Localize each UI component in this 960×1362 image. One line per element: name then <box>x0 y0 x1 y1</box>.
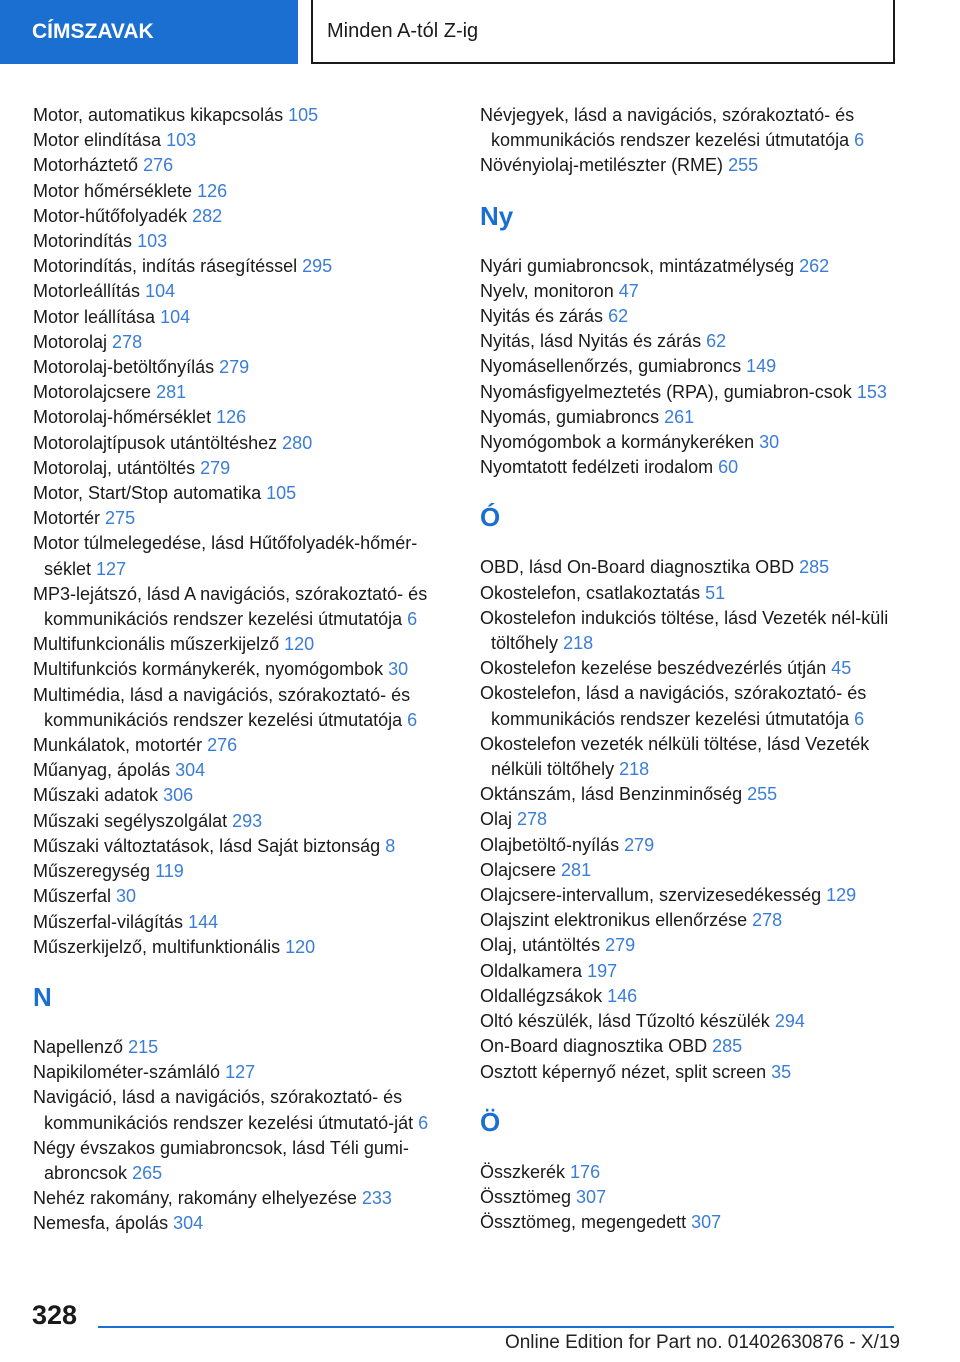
index-page-link[interactable]: 6 <box>407 709 418 730</box>
index-entry-term: Motorolaj-hőmérséklet <box>33 407 212 428</box>
index-entry <box>33 456 453 481</box>
index-page-link[interactable]: 276 <box>207 735 238 756</box>
index-entry <box>33 355 453 380</box>
index-entry <box>480 833 900 858</box>
index-column-right <box>480 103 900 1235</box>
index-entry <box>480 455 900 480</box>
page-number: 328 <box>32 1300 78 1330</box>
index-entry <box>480 959 900 984</box>
index-entry-term: Műanyag, ápolás <box>33 760 171 781</box>
index-entry-term: Nyelv, monitoron <box>480 280 614 301</box>
index-entry <box>33 305 453 330</box>
index-page-link[interactable]: 215 <box>128 1036 159 1057</box>
index-page-link[interactable]: 282 <box>192 205 223 226</box>
index-page-link[interactable]: 280 <box>282 432 313 453</box>
index-entry-term: Motor túlmelegedése, lásd Hűtőfolyadék-hőmér‐séklet <box>33 533 418 579</box>
index-page-link[interactable]: 103 <box>166 130 197 151</box>
index-page-link[interactable]: 306 <box>163 785 194 806</box>
index-page-link[interactable]: 265 <box>132 1162 163 1183</box>
index-entry-term: Nyári gumiabroncsok, mintázatmélység <box>480 255 795 276</box>
index-entry-term: On-Board diagnosztika OBD <box>480 1036 708 1057</box>
index-page-link[interactable]: 51 <box>705 582 726 603</box>
index-entry <box>33 481 453 506</box>
index-entry-term: Oldalkamera <box>480 960 583 981</box>
index-page-link[interactable]: 281 <box>156 382 187 403</box>
index-entry <box>480 1060 900 1085</box>
subsection-tab <box>311 0 895 64</box>
index-entry <box>33 531 453 581</box>
index-page-link[interactable]: 255 <box>747 784 778 805</box>
index-entry <box>33 834 453 859</box>
index-page-link[interactable]: 278 <box>752 910 783 931</box>
index-page-link[interactable]: 6 <box>407 609 418 630</box>
index-page-link[interactable]: 104 <box>145 281 176 302</box>
index-entry <box>33 431 453 456</box>
index-page-link[interactable]: 278 <box>112 331 143 352</box>
index-entry-term: Motor, Start/Stop automatika <box>33 483 262 504</box>
section-tab <box>0 0 298 64</box>
index-entry-term: Motorleállítás <box>33 281 141 302</box>
index-entry <box>33 935 453 960</box>
index-page-link[interactable]: 279 <box>219 357 250 378</box>
index-page-link[interactable]: 285 <box>712 1036 743 1057</box>
index-entry <box>33 380 453 405</box>
index-page-link[interactable]: 6 <box>854 130 865 151</box>
index-entry-term: Motorolaj-betöltőnyílás <box>33 357 215 378</box>
index-page-link[interactable]: 279 <box>605 935 636 956</box>
index-entry <box>480 103 900 153</box>
index-entry <box>480 405 900 430</box>
index-entry <box>33 884 453 909</box>
index-entry-term: Motor elindítása <box>33 130 162 151</box>
index-entry-term: Motorolaj <box>33 331 108 352</box>
index-entry <box>480 807 900 832</box>
index-page-link[interactable]: 104 <box>160 306 191 327</box>
index-entry-term: Okostelefon, lásd a navigációs, szórakoztató- és kommunikációs rendszer kezelési útmutatója <box>480 683 867 729</box>
index-entry-term: Motor hőmérséklete <box>33 180 193 201</box>
index-entry <box>480 681 900 731</box>
index-page-link[interactable]: 47 <box>618 280 639 301</box>
index-entry <box>33 330 453 355</box>
index-entry <box>33 783 453 808</box>
index-page-link[interactable]: 35 <box>771 1061 792 1082</box>
index-entry <box>33 582 453 632</box>
index-page-link[interactable]: 285 <box>799 557 830 578</box>
index-entry-term: Olaj <box>480 809 513 830</box>
index-page-link[interactable]: 218 <box>619 759 650 780</box>
index-entry-term: Motorolajtípusok utántöltéshez <box>33 432 278 453</box>
index-page-link[interactable]: 6 <box>854 708 865 729</box>
index-entry <box>33 279 453 304</box>
index-page-link[interactable]: 261 <box>664 406 695 427</box>
index-entry-term: Négy évszakos gumiabroncsok, lásd Téli gumi‐abroncsok <box>33 1137 409 1183</box>
index-letter-heading: Ö <box>480 1106 501 1137</box>
index-entry-term: Nyomás, gumiabroncs <box>480 406 660 427</box>
index-entry-term: Motortér <box>33 508 101 529</box>
index-page-link[interactable]: 279 <box>624 834 655 855</box>
index-entry-term: Okostelefon indukciós töltése, lásd Vezeték nél‐küli töltőhely <box>480 607 889 654</box>
index-entry <box>33 733 453 758</box>
index-entry-term: Multifunkcionális műszerkijelző <box>33 634 280 655</box>
index-entry-term: Olajbetöltő-nyílás <box>480 834 620 855</box>
index-page-link[interactable]: 275 <box>105 508 136 529</box>
index-entry <box>480 581 900 606</box>
index-entry <box>33 683 453 733</box>
index-page-link[interactable]: 6 <box>418 1112 429 1133</box>
index-entry-term: Nemesfa, ápolás <box>33 1213 169 1234</box>
index-entry <box>33 859 453 884</box>
index-entry-term: Motorindítás <box>33 231 133 252</box>
index-page-link[interactable]: 176 <box>570 1161 601 1182</box>
index-letter-heading: N <box>33 981 52 1012</box>
index-entry-term: Osztott képernyő nézet, split screen <box>480 1061 767 1082</box>
index-entry-term: Olajcsere <box>480 859 557 880</box>
index-page-link[interactable]: 293 <box>232 810 263 831</box>
index-entry <box>33 1211 453 1236</box>
index-entry-term: Motorindítás, indítás rásegítéssel <box>33 256 298 277</box>
index-entry-term: Multifunkciós kormánykerék, nyomógombok <box>33 659 384 680</box>
index-entry <box>480 380 900 405</box>
index-entry <box>480 1185 900 1210</box>
index-page-link[interactable]: 126 <box>216 407 247 428</box>
index-entry-term: Össztömeg, megengedett <box>480 1212 687 1233</box>
index-entry-term: Névjegyek, lásd a navigációs, szórakoztató- és kommunikációs rendszer kezelési útmutatója <box>480 105 855 151</box>
index-page-link[interactable]: 129 <box>826 885 857 906</box>
index-page-link[interactable]: 127 <box>225 1062 256 1083</box>
index-entry <box>33 405 453 430</box>
index-entry-term: Műszaki adatok <box>33 785 159 806</box>
index-entry-term: Olajszint elektronikus ellenőrzése <box>480 910 748 931</box>
index-page-link[interactable]: 304 <box>175 760 206 781</box>
index-page-link[interactable]: 126 <box>197 180 228 201</box>
index-page-link[interactable]: 233 <box>361 1188 392 1209</box>
index-entry <box>33 153 453 178</box>
index-entry <box>480 354 900 379</box>
index-entry <box>33 1035 453 1060</box>
index-entry-term: Motorolaj, utántöltés <box>33 457 196 478</box>
index-entry <box>480 606 900 656</box>
index-entry-term: Motorolajcsere <box>33 382 152 403</box>
footer-edition: Online Edition for Part no. 01402630876 - X/19 <box>504 1332 900 1353</box>
index-entry <box>33 254 453 279</box>
index-entry-term: Olaj, utántöltés <box>480 935 601 956</box>
index-entry-term: Okostelefon kezelése beszédvezérlés útján <box>480 658 827 679</box>
index-entry <box>480 782 900 807</box>
index-entry-term: Motor leállítása <box>33 306 156 327</box>
index-entry-term: Olajcsere-intervallum, szervizesedékesség <box>480 885 822 906</box>
index-entry <box>480 153 900 178</box>
index-page-link[interactable]: 30 <box>388 659 409 680</box>
index-entry <box>480 908 900 933</box>
index-entry <box>480 883 900 908</box>
index-page-link[interactable]: 307 <box>691 1212 722 1233</box>
index-entry-term: Motor-hűtőfolyadék <box>33 205 188 226</box>
index-entry <box>480 430 900 455</box>
index-entry-term: Oltó készülék, lásd Tűzoltó készülék <box>480 1011 770 1032</box>
index-entry-term: Motor, automatikus kikapcsolás <box>33 105 284 125</box>
index-entry-term: Oldallégzsákok <box>480 985 603 1006</box>
index-entry-term: Műszerfal <box>33 886 112 907</box>
index-entry <box>480 984 900 1009</box>
index-page-link[interactable]: 294 <box>774 1011 805 1032</box>
index-page-link[interactable]: 255 <box>728 155 759 176</box>
index-entry-term: MP3-lejátszó, lásd A navigációs, szórakoztató- és kommunikációs rendszer kezelési útmutatója <box>33 583 428 630</box>
index-letter-heading: Ny <box>480 200 514 231</box>
index-entry-term: Napikilométer-számláló <box>33 1062 221 1083</box>
index-column-left <box>33 103 453 1237</box>
index-page-link[interactable]: 105 <box>288 105 319 125</box>
index-page-link[interactable]: 276 <box>143 155 174 176</box>
index-entry <box>33 1060 453 1085</box>
index-entry <box>33 632 453 657</box>
index-entry <box>33 1085 453 1135</box>
index-page-link[interactable]: 62 <box>608 306 629 327</box>
index-entry <box>33 204 453 229</box>
index-page-link[interactable]: 62 <box>706 331 727 352</box>
index-entry-term: Oktánszám, lásd Benzinminőség <box>480 784 743 805</box>
index-entry <box>480 1009 900 1034</box>
index-entry-term: Nehéz rakomány, rakomány elhelyezése <box>33 1188 357 1209</box>
index-page-link[interactable]: 295 <box>302 256 333 277</box>
index-entry <box>480 279 900 304</box>
index-entry-term: Okostelefon, csatlakoztatás <box>480 582 701 603</box>
index-entry <box>480 254 900 279</box>
index-entry <box>33 179 453 204</box>
index-entry <box>33 657 453 682</box>
index-entry <box>480 933 900 958</box>
index-entry <box>33 103 453 128</box>
index-page-link[interactable]: 127 <box>96 558 127 579</box>
index-entry-term: Műszaki változtatások, lásd Saját biztonság <box>33 835 381 856</box>
index-entry <box>480 858 900 883</box>
index-entry-term: Műszerfal-világítás <box>33 911 184 932</box>
index-entry <box>480 555 900 580</box>
index-entry <box>480 656 900 681</box>
index-page-link[interactable]: 262 <box>799 255 830 276</box>
index-entry <box>480 329 900 354</box>
index-entry-term: Növényiolaj-metilészter (RME) <box>480 155 724 176</box>
index-entry-term: Nyitás, lásd Nyitás és zárás <box>480 331 702 352</box>
index-page-link[interactable]: 103 <box>137 231 168 252</box>
index-entry <box>480 304 900 329</box>
index-page-link[interactable]: 105 <box>266 483 297 504</box>
index-entry-term: Összkerék <box>480 1161 566 1182</box>
index-entry-term: Motorháztető <box>33 155 139 176</box>
index-entry <box>480 1160 900 1185</box>
index-entry-term: Munkálatok, motortér <box>33 735 203 756</box>
index-page-link[interactable]: 146 <box>607 985 638 1006</box>
index-entry-term: Navigáció, lásd a navigációs, szórakoztató- és kommunikációs rendszer kezelési útmutató‐ját <box>33 1087 414 1133</box>
index-entry-term: Nyomógombok a kormánykeréken <box>480 432 755 453</box>
index-entry-term: Nyomtatott fedélzeti irodalom <box>480 457 714 478</box>
index-entry <box>33 758 453 783</box>
subsection-title: Minden A-tól Z-ig <box>327 19 479 42</box>
index-entry-term: Műszerkijelző, multifunktionális <box>33 936 281 957</box>
index-entry-term: Napellenző <box>33 1036 124 1057</box>
index-page-link[interactable]: 30 <box>759 432 780 453</box>
index-entry-term: Össztömeg <box>480 1186 572 1207</box>
index-entry <box>480 732 900 782</box>
index-entry-term: Okostelefon vezeték nélküli töltése, lásd Vezeték nélküli töltőhely <box>480 733 870 780</box>
index-entry <box>33 809 453 834</box>
index-page-link[interactable]: 197 <box>587 960 618 981</box>
index-page-link[interactable]: 119 <box>155 861 184 882</box>
index-entry <box>33 1136 453 1186</box>
footer-divider <box>98 1326 894 1328</box>
index-page-link[interactable]: 144 <box>188 911 219 932</box>
index-page-link[interactable]: 307 <box>576 1186 607 1207</box>
index-page-link[interactable]: 218 <box>563 633 594 654</box>
index-page-link[interactable]: 30 <box>116 886 137 907</box>
index-entry <box>480 1034 900 1059</box>
index-page-link[interactable]: 304 <box>173 1213 204 1234</box>
index-entry-term: Nyitás és zárás <box>480 306 604 327</box>
index-entry-term: Műszaki segélyszolgálat <box>33 810 228 831</box>
index-letter-heading: Ó <box>480 502 501 533</box>
index-page-link[interactable]: 60 <box>718 457 739 478</box>
index-entry-term: Nyomásellenőrzés, gumiabroncs <box>480 356 742 377</box>
index-entry-term: OBD, lásd On-Board diagnosztika OBD <box>480 557 795 578</box>
index-page-link[interactable]: 149 <box>746 356 777 377</box>
index-entry-term: Nyomásfigyelmeztetés (RPA), gumiabron‐csok <box>480 381 852 402</box>
index-page-link[interactable]: 120 <box>285 936 316 957</box>
index-page-link[interactable]: 120 <box>284 634 315 655</box>
index-entry <box>33 229 453 254</box>
section-title: CÍMSZAVAK <box>32 20 154 43</box>
index-entry <box>480 1210 900 1235</box>
index-page-link[interactable]: 278 <box>517 809 548 830</box>
index-entry <box>33 128 453 153</box>
index-entry-term: Műszeregység <box>33 861 151 882</box>
index-entry <box>33 910 453 935</box>
index-page-link[interactable]: 281 <box>561 859 592 880</box>
index-entry <box>33 506 453 531</box>
index-page-link[interactable]: 8 <box>385 835 396 856</box>
index-page-link[interactable]: 153 <box>856 381 887 402</box>
index-entry <box>33 1186 453 1211</box>
index-page-link[interactable]: 45 <box>831 658 852 679</box>
index-entry-term: Multimédia, lásd a navigációs, szórakoztató- és kommunikációs rendszer kezelési útmutatója <box>33 684 411 730</box>
index-page-link[interactable]: 279 <box>200 457 231 478</box>
